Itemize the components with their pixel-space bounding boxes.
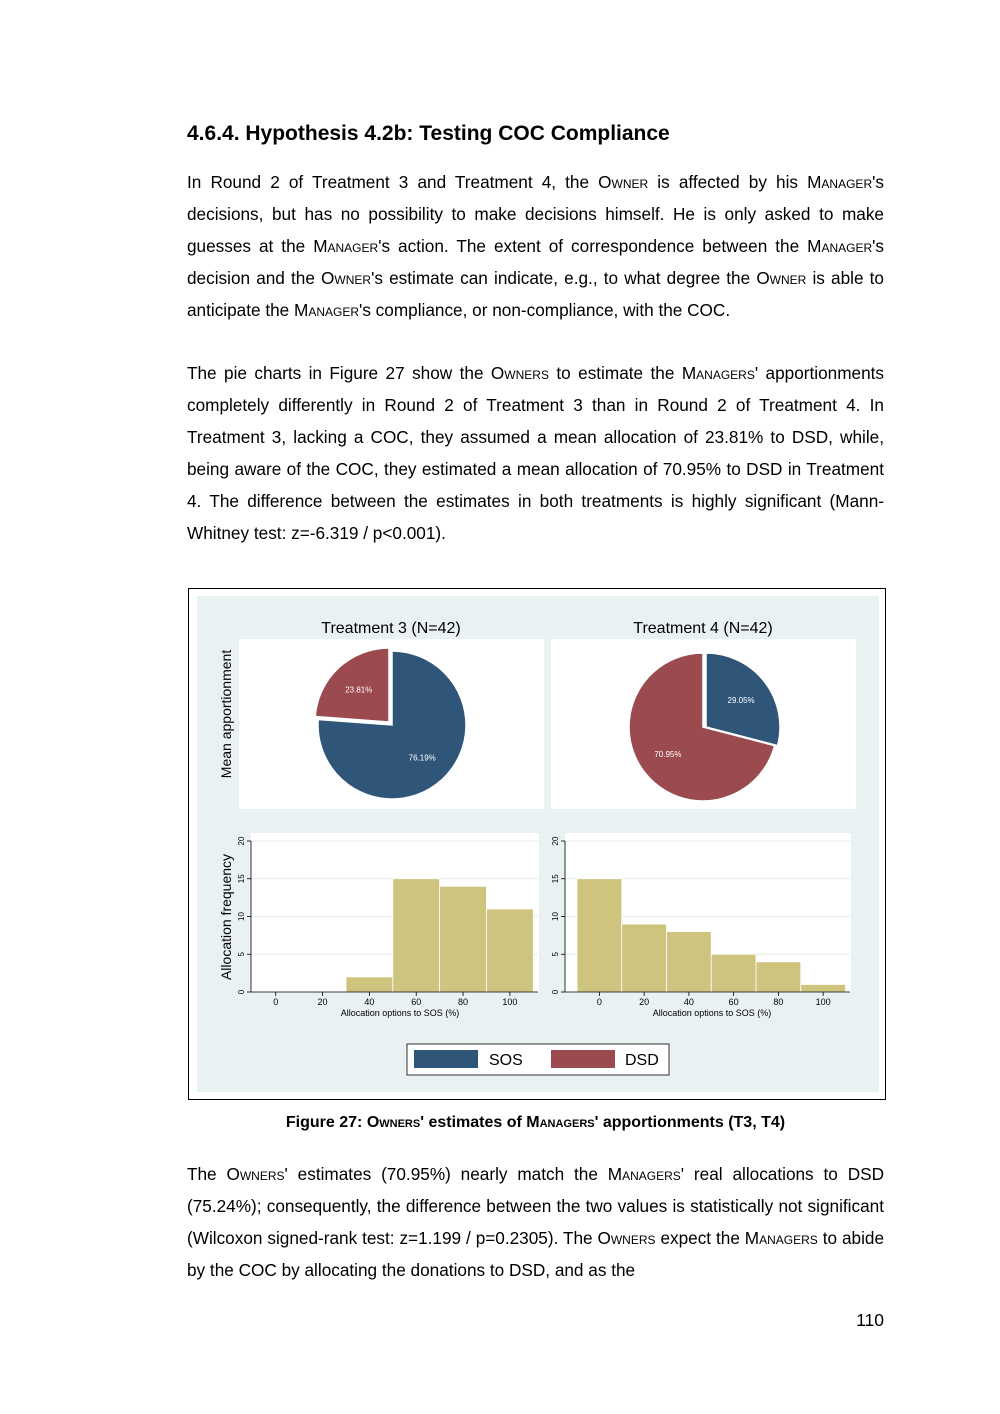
histogram-bar <box>393 879 440 992</box>
x-tick-label: 60 <box>411 997 422 1007</box>
pie-y-label: Mean apportionment <box>218 649 234 779</box>
legend-label-sos: SOS <box>489 1052 523 1069</box>
x-tick-label: 40 <box>364 997 375 1007</box>
histogram-x-label-t4: Allocation options to SOS (%) <box>652 1008 772 1018</box>
x-tick-label: 20 <box>317 997 328 1007</box>
x-tick-label: 100 <box>502 997 518 1007</box>
y-tick-label: 10 <box>237 912 246 921</box>
y-tick-label: 0 <box>237 989 246 995</box>
pie-label-sos: 29.05% <box>727 695 755 705</box>
legend-swatch-dsd <box>551 1050 615 1068</box>
pie-label-dsd: 70.95% <box>654 750 682 760</box>
x-tick-label: 60 <box>728 997 739 1007</box>
pie-label-dsd: 23.81% <box>345 685 373 695</box>
figure-chart <box>189 589 885 1099</box>
histogram-bar <box>440 886 487 992</box>
histogram-t4 <box>551 833 851 1007</box>
x-tick-label: 100 <box>815 997 831 1007</box>
y-tick-label: 20 <box>551 836 560 846</box>
y-tick-label: 0 <box>551 989 560 995</box>
x-tick-label: 20 <box>639 997 650 1007</box>
x-tick-label: 80 <box>773 997 784 1007</box>
pie-title-t3: Treatment 3 (N=42) <box>321 620 461 637</box>
histogram-bar <box>486 909 533 992</box>
paragraph-pie-charts: The pie charts in Figure 27 show the Owners to estimate the Managers' apportionments completely differently in Round 2 of Treatment 3 than in Round 2 of Treatment 4. In Treatment 3, lacking a COC, they assumed a mean allocation of 23.81% to DSD, while, being aware of the COC, they estimated a mean allocation of 70.95% to DSD in Treatment 4. The difference between the estimates in both treatments is highly significant (Mann-Whitney test: z=-6.319 / p<0.001). <box>187 363 884 543</box>
y-tick-label: 10 <box>551 912 560 921</box>
histogram-bar <box>667 932 712 992</box>
pie-label-sos: 76.19% <box>408 753 436 763</box>
histogram-y-label: Allocation frequency <box>218 853 234 981</box>
y-tick-label: 5 <box>237 952 246 957</box>
histogram-x-label-t3: Allocation options to SOS (%) <box>340 1008 460 1018</box>
x-tick-label: 0 <box>273 997 279 1007</box>
y-tick-label: 20 <box>237 836 246 846</box>
histogram-t3 <box>237 833 539 1007</box>
figure-caption: Figure 27: Owners' estimates of Managers' apportionments (T3, T4) <box>285 1114 786 1131</box>
figure-27 <box>188 588 886 1100</box>
histogram-bar <box>711 954 756 992</box>
histogram-bar <box>622 924 667 992</box>
page-number: 110 <box>856 1310 884 1330</box>
paragraph-intro: In Round 2 of Treatment 3 and Treatment 4, the Owner is affected by his Manager's decisions, but has no possibility to make decisions himself. He is only asked to make guesses at the Manager's action. The extent of correspondence between the Manager's decision and the Owner's estimate can indicate, e.g., to what degree the Owner is able to anticipate the Manager's compliance, or non-compliance, with the COC. <box>187 172 885 320</box>
paragraph-conclusion: The Owners' estimates (70.95%) nearly match the Managers' real allocations to DSD (75.24%); consequently, the difference between the two values is statistically not significant (Wilcoxon signed-rank test: z=1.199 / p=0.2305). The Owners expect the Managers to abide by the COC by allocating the donations to DSD, and as the <box>187 1164 885 1280</box>
x-tick-label: 80 <box>458 997 469 1007</box>
y-tick-label: 15 <box>551 874 560 884</box>
histogram-bar <box>577 879 622 992</box>
legend-swatch-sos <box>414 1050 478 1068</box>
x-tick-label: 0 <box>596 997 602 1007</box>
legend-label-dsd: DSD <box>625 1052 659 1069</box>
x-tick-label: 40 <box>683 997 694 1007</box>
pie-title-t4: Treatment 4 (N=42) <box>633 620 773 637</box>
histogram-bar <box>346 977 393 992</box>
histogram-bar <box>756 962 801 992</box>
y-tick-label: 5 <box>551 952 560 957</box>
y-tick-label: 15 <box>237 874 246 884</box>
histogram-bar <box>801 984 846 992</box>
section-heading: 4.6.4. Hypothesis 4.2b: Testing COC Compliance <box>187 122 670 145</box>
